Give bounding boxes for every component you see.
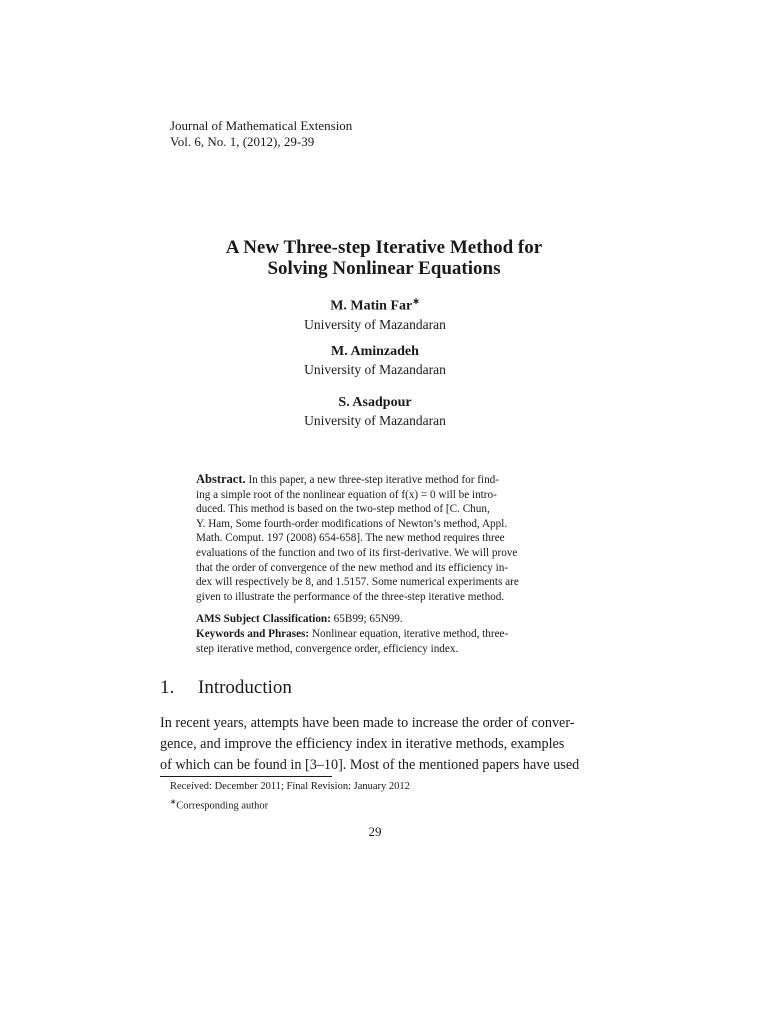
author-name: M. Matin Far — [330, 298, 413, 314]
ams-label: AMS Subject Classification: — [196, 613, 331, 625]
author-name: M. Aminzadeh — [331, 344, 419, 359]
footnote-corresponding — [170, 795, 410, 814]
journal-name: Journal of Mathematical Extension — [170, 118, 353, 133]
abstract-line: ing a simple root of the nonlinear equation of f(x) = 0 will be intro- — [196, 488, 497, 501]
keywords-line: step iterative method, convergence order, efficiency index. — [196, 642, 459, 655]
footnote-received: Received: December 2011; Final Revision: January 2012 — [170, 781, 410, 792]
footnote-corresponding-text: Corresponding author — [176, 800, 269, 811]
section-heading — [160, 677, 292, 699]
author-1 — [0, 292, 750, 334]
keywords-line: Nonlinear equation, iterative method, three- — [311, 627, 509, 640]
footnotes — [170, 780, 410, 814]
page-number: 29 — [368, 824, 382, 839]
journal-header — [170, 118, 352, 150]
abstract-line: given to illustrate the performance of the three-step iterative method. — [196, 590, 505, 603]
journal-volume: Vol. 6, No. 1, (2012), 29-39 — [170, 134, 315, 149]
author-affiliation: University of Mazandaran — [304, 362, 446, 377]
author-affiliation: University of Mazandaran — [304, 316, 446, 332]
corresponding-mark: ∗ — [412, 296, 420, 306]
footnote-mark: ∗ — [170, 796, 177, 806]
body-line: In recent years, attempts have been made to increase the order of conver- — [160, 715, 575, 731]
author-3 — [0, 394, 750, 430]
paper-title — [0, 237, 768, 279]
abstract — [196, 472, 554, 604]
keywords-label: Keywords and Phrases: — [196, 627, 310, 640]
ams-classification — [196, 612, 554, 627]
abstract-label: Abstract. — [196, 472, 246, 486]
abstract-line: evaluations of the function and two of its first-derivative. We will prove — [196, 546, 518, 559]
title-line-2: Solving Nonlinear Equations — [267, 258, 501, 279]
title-line-1: A New Three-step Iterative Method for — [225, 237, 543, 258]
section-number: 1. — [160, 677, 175, 698]
abstract-line: In this paper, a new three-step iterative method for find- — [248, 474, 499, 486]
abstract-line: Y. Ham, Some fourth-order modifications of Newton’s method, Appl. — [196, 517, 508, 530]
author-name: S. Asadpour — [338, 395, 412, 410]
section-title: Introduction — [198, 677, 292, 698]
ams-value: 65B99; 65N99. — [333, 613, 403, 625]
abstract-line: Math. Comput. 197 (2008) 654-658]. The new method requires three — [196, 532, 505, 545]
footnote-rule — [160, 776, 332, 777]
author-affiliation: University of Mazandaran — [304, 413, 446, 428]
classification-block — [196, 612, 554, 656]
body-line: gence, and improve the efficiency index in iterative methods, examples — [160, 736, 565, 752]
author-2 — [0, 343, 750, 379]
keywords — [196, 627, 554, 642]
body-line: of which can be found in [3–10]. Most of the mentioned papers have used — [160, 757, 580, 773]
introduction-text — [160, 713, 588, 776]
abstract-line: that the order of convergence of the new method and its efficiency in- — [196, 561, 509, 574]
abstract-line: dex will respectively be 8, and 1.5157. Some numerical experiments are — [196, 576, 519, 589]
abstract-line: duced. This method is based on the two-step method of [C. Chun, — [196, 503, 490, 516]
